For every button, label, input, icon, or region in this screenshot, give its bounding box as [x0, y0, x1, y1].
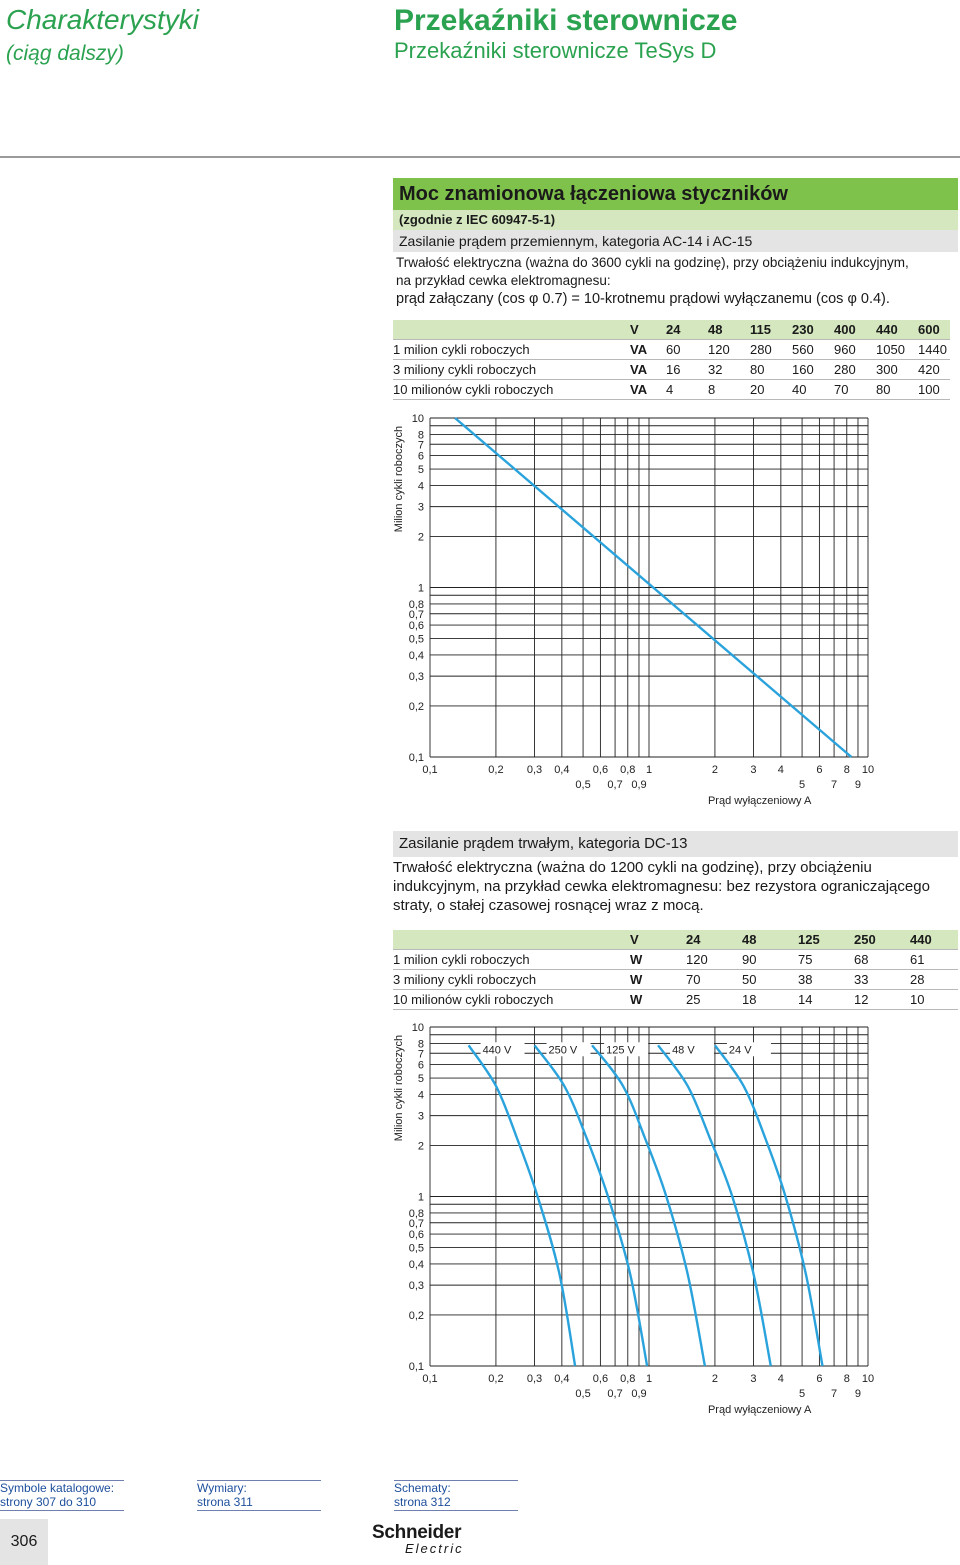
y-tick-label: 0,3	[408, 1280, 424, 1293]
x-tick-label: 8	[843, 1373, 850, 1385]
y-tick-label: 8	[417, 429, 424, 442]
table-cell: 90	[742, 950, 798, 970]
row-label: 10 milionów cykli roboczych	[393, 990, 630, 1010]
series-label: 250 V	[548, 1044, 578, 1057]
table-header-empty	[393, 320, 630, 340]
dc-heading: Zasilanie prądem trwałym, kategoria DC-13	[393, 831, 958, 857]
table-header-voltage: 115	[750, 320, 792, 340]
x-tick-label: 0,1	[422, 764, 438, 776]
x-tick-label: 3	[750, 1373, 757, 1385]
y-tick-label: 2	[417, 531, 424, 544]
header-divider	[0, 156, 960, 158]
series-label-group	[670, 1042, 714, 1056]
footer-schematics-link[interactable]: strona 312	[394, 1495, 451, 1509]
dc-description-line-1: Trwałość elektryczna (ważna do 1200 cykli na godzinę), przy obciążeniu	[393, 859, 872, 876]
y-tick-label: 3	[417, 1110, 424, 1123]
y-tick-label: 0,7	[408, 1217, 424, 1230]
y-tick-label: 0,8	[408, 1207, 424, 1220]
x-tick-label: 3	[750, 764, 757, 776]
dc-description-line-3: straty, o stałej czasowej rosnącej wraz z mocą.	[393, 897, 704, 914]
x-tick-label: 10	[861, 764, 875, 776]
table-header-voltage: 48	[742, 930, 798, 950]
x-axis-label: Prąd wyłączeniowy A	[707, 795, 812, 807]
y-tick-label: 5	[417, 464, 424, 477]
table-header-voltage: 250	[854, 930, 910, 950]
series-label: 48 V	[672, 1044, 695, 1057]
x-tick-label: 1	[645, 1373, 653, 1385]
x-tick-label: 4	[777, 1373, 784, 1385]
table-cell: 40	[792, 380, 834, 400]
y-tick-label: 7	[417, 439, 424, 452]
table-cell: 68	[854, 950, 910, 970]
section-standard: (zgodnie z IEC 60947-5-1)	[393, 210, 958, 230]
row-unit: VA	[630, 360, 666, 380]
table-row	[393, 950, 958, 970]
table-cell: 75	[798, 950, 854, 970]
table-cell: 120	[686, 950, 742, 970]
ac-description-line-2: na przykład cewka elektromagnesu:	[396, 273, 611, 288]
table-header-unit: V	[630, 930, 686, 950]
y-tick-label: 1	[417, 1191, 424, 1204]
table-header-voltage: 600	[918, 320, 950, 340]
y-tick-label: 4	[417, 1089, 424, 1102]
chart-grid	[430, 418, 868, 757]
table-cell: 280	[834, 360, 876, 380]
x-tick-label: 5	[799, 779, 806, 791]
x-tick-label: 10	[861, 1373, 875, 1385]
x-tick-label: 0,1	[422, 1373, 438, 1385]
table-cell: 80	[750, 360, 792, 380]
table-cell: 25	[686, 990, 742, 1010]
footer-rule	[0, 1510, 124, 1511]
y-tick-label: 0,6	[408, 1229, 424, 1242]
x-tick-label: 2	[711, 764, 718, 776]
x-tick-label: 0,8	[620, 1373, 636, 1385]
y-tick-label: 0,5	[408, 1242, 424, 1255]
series-label-group	[481, 1042, 525, 1056]
x-tick-label: 0,6	[592, 1373, 609, 1385]
series-label-group	[604, 1042, 648, 1056]
x-tick-label: 7	[831, 779, 838, 791]
table-cell: 120	[708, 340, 750, 360]
footer-catalog-label: Symbole katalogowe:	[0, 1481, 115, 1495]
dc-rating-table	[393, 930, 958, 1010]
table-row	[393, 970, 958, 990]
y-tick-label: 0,6	[408, 620, 424, 633]
x-tick-label: 0,9	[631, 779, 647, 791]
x-tick-label: 0,7	[607, 779, 623, 791]
y-tick-label: 2	[417, 1140, 424, 1153]
row-unit: VA	[630, 340, 666, 360]
table-cell: 10	[910, 990, 958, 1010]
y-tick-label: 1	[417, 582, 424, 595]
footer-catalog-link[interactable]: strony 307 do 310	[0, 1495, 97, 1509]
y-tick-label: 0,1	[408, 1361, 424, 1373]
table-cell: 1440	[918, 340, 950, 360]
table-header-voltage: 440	[910, 930, 958, 950]
x-axis-label: Prąd wyłączeniowy A	[707, 1404, 812, 1416]
dc-durability-chart	[385, 1018, 960, 1423]
footer-dimensions-link[interactable]: strona 311	[197, 1495, 253, 1509]
y-tick-label: 6	[417, 450, 424, 463]
y-axis-label: Milion cykli roboczych	[393, 425, 405, 533]
series-label: 125 V	[606, 1044, 635, 1057]
section-title: Charakterystyki	[6, 4, 199, 35]
ac-description-line-1: Trwałość elektryczna (ważna do 3600 cykli na godzinę), przy obciążeniu indukcyjnym,	[396, 255, 909, 270]
series-line	[469, 1044, 578, 1366]
series-label-group	[727, 1042, 771, 1056]
y-tick-label: 0,5	[408, 633, 424, 646]
table-cell: 300	[876, 360, 918, 380]
row-unit: VA	[630, 380, 666, 400]
brand-logo: Schneider	[372, 1522, 462, 1543]
row-label: 1 milion cykli roboczych	[393, 340, 630, 360]
y-tick-label: 0,4	[408, 649, 424, 662]
x-tick-label: 0,5	[575, 1388, 591, 1400]
page-number: 306	[0, 1519, 48, 1565]
table-cell: 8	[708, 380, 750, 400]
series-label: 24 V	[728, 1044, 752, 1057]
table-cell: 18	[742, 990, 798, 1010]
x-tick-label: 0,4	[554, 1373, 570, 1385]
row-label: 10 milionów cykli roboczych	[393, 380, 630, 400]
table-cell: 960	[834, 340, 876, 360]
x-tick-label: 9	[854, 1388, 862, 1400]
y-tick-label: 0,3	[408, 671, 424, 684]
table-cell: 560	[792, 340, 834, 360]
x-tick-label: 6	[816, 764, 823, 776]
x-tick-label: 6	[816, 1373, 823, 1385]
footer-rule	[197, 1510, 321, 1511]
y-tick-label: 5	[417, 1073, 424, 1086]
table-header-voltage: 230	[792, 320, 834, 340]
x-tick-label: 0,9	[631, 1388, 647, 1400]
ac-rating-table	[393, 320, 950, 400]
table-cell: 28	[910, 970, 958, 990]
x-tick-label: 0,4	[554, 764, 570, 776]
table-cell: 33	[854, 970, 910, 990]
x-tick-label: 0,6	[592, 764, 609, 776]
y-tick-label: 6	[417, 1059, 424, 1072]
table-header-row	[393, 930, 958, 950]
table-cell: 50	[742, 970, 798, 990]
y-tick-label: 0,4	[408, 1258, 424, 1271]
row-unit: W	[630, 970, 686, 990]
table-row	[393, 340, 950, 360]
table-header-voltage: 400	[834, 320, 876, 340]
table-cell: 1050	[876, 340, 918, 360]
table-cell: 20	[750, 380, 792, 400]
ac-heading: Zasilanie prądem przemiennym, kategoria AC-14 i AC-15	[393, 230, 958, 252]
series-label: 440 V	[482, 1044, 512, 1057]
table-header-voltage: 24	[666, 320, 708, 340]
table-cell: 70	[686, 970, 742, 990]
table-cell: 60	[666, 340, 708, 360]
table-cell: 70	[834, 380, 876, 400]
x-tick-label: 7	[831, 1388, 838, 1400]
table-cell: 38	[798, 970, 854, 990]
footer-dimensions-label: Wymiary:	[197, 1481, 247, 1495]
y-tick-label: 10	[411, 1022, 424, 1034]
ac-durability-chart	[385, 410, 960, 815]
y-tick-label: 7	[417, 1048, 424, 1061]
table-cell: 12	[854, 990, 910, 1010]
table-row	[393, 360, 950, 380]
table-cell: 420	[918, 360, 950, 380]
x-tick-label: 0,5	[575, 779, 591, 791]
y-tick-label: 0,7	[408, 608, 424, 621]
x-tick-label: 0,3	[526, 764, 543, 776]
table-cell: 280	[750, 340, 792, 360]
chart-grid	[430, 1027, 868, 1366]
table-row	[393, 380, 950, 400]
dc-description-line-2: indukcyjnym, na przykład cewka elektromagnesu: bez rezystora ograniczającego	[393, 878, 930, 895]
x-tick-label: 0,3	[526, 1373, 543, 1385]
table-cell: 160	[792, 360, 834, 380]
x-tick-label: 4	[777, 764, 784, 776]
table-header-voltage: 24	[686, 930, 742, 950]
x-tick-label: 8	[843, 764, 850, 776]
y-tick-label: 0,2	[408, 700, 424, 713]
section-subtitle: (ciąg dalszy)	[6, 42, 124, 65]
x-tick-label: 9	[854, 779, 862, 791]
table-header-voltage: 440	[876, 320, 918, 340]
series-line	[715, 1045, 823, 1366]
table-cell: 61	[910, 950, 958, 970]
table-header-voltage: 48	[708, 320, 750, 340]
page-subtitle: Przekaźniki sterownicze TeSys D	[394, 38, 717, 63]
table-header-voltage: 125	[798, 930, 854, 950]
row-label: 3 miliony cykli roboczych	[393, 360, 630, 380]
y-tick-label: 4	[417, 480, 424, 493]
series-line	[592, 1045, 705, 1366]
row-unit: W	[630, 990, 686, 1010]
y-tick-label: 8	[417, 1038, 424, 1051]
y-tick-label: 0,1	[408, 752, 424, 764]
x-tick-label: 0,2	[488, 1373, 504, 1385]
brand-logo-subtitle: Electric	[405, 1541, 464, 1556]
x-tick-label: 0,7	[607, 1388, 623, 1400]
y-tick-label: 0,8	[408, 598, 424, 611]
row-label: 3 miliony cykli roboczych	[393, 970, 630, 990]
y-axis-label: Milion cykli roboczych	[393, 1034, 405, 1142]
table-cell: 4	[666, 380, 708, 400]
table-row	[393, 990, 958, 1010]
x-tick-label: 2	[711, 1373, 718, 1385]
table-header-empty	[393, 930, 630, 950]
page-title: Przekaźniki sterownicze	[394, 4, 738, 37]
x-tick-label: 0,8	[620, 764, 636, 776]
row-unit: W	[630, 950, 686, 970]
y-tick-label: 3	[417, 501, 424, 514]
series-label-group	[546, 1042, 590, 1056]
y-tick-label: 0,2	[408, 1309, 424, 1322]
table-header-row	[393, 320, 950, 340]
x-tick-label: 1	[645, 764, 653, 776]
y-tick-label: 10	[411, 413, 424, 425]
series-line	[535, 1045, 648, 1366]
footer-schematics-label: Schematy:	[394, 1481, 451, 1495]
table-cell: 14	[798, 990, 854, 1010]
section-heading: Moc znamionowa łączeniowa styczników	[393, 178, 958, 210]
x-tick-label: 5	[799, 1388, 806, 1400]
x-tick-label: 0,2	[488, 764, 504, 776]
table-cell: 80	[876, 380, 918, 400]
table-cell: 100	[918, 380, 950, 400]
ac-description-line-3: prąd załączany (cos φ 0.7) = 10-krotnemu prądowi wyłączanemu (cos φ 0.4).	[396, 291, 890, 307]
table-header-unit: V	[630, 320, 666, 340]
row-label: 1 milion cykli roboczych	[393, 950, 630, 970]
table-cell: 16	[666, 360, 708, 380]
footer-rule	[394, 1510, 518, 1511]
table-cell: 32	[708, 360, 750, 380]
